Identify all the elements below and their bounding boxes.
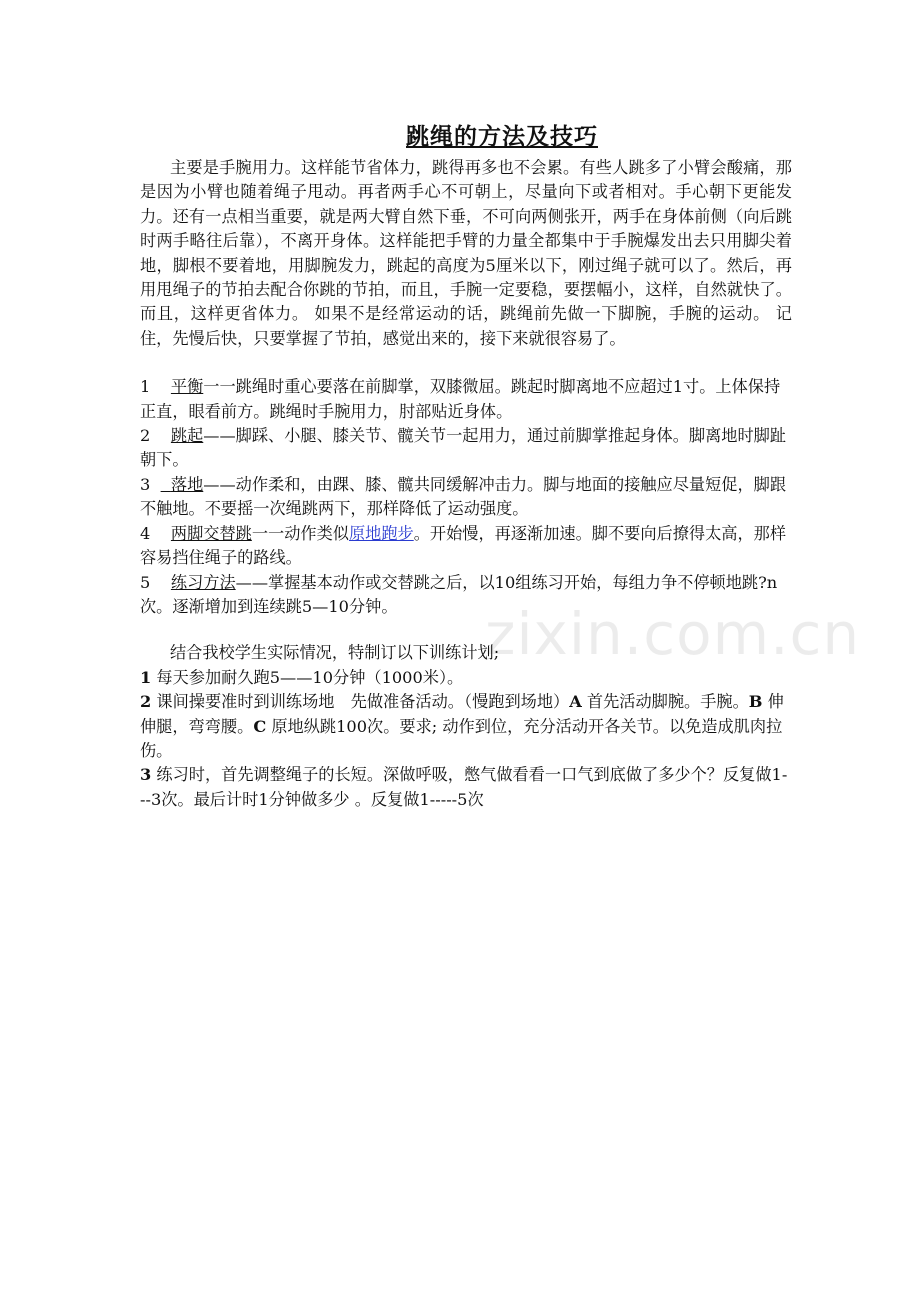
list-item: [140, 375, 792, 424]
plan-text: 首先活动脚腕。手腕。: [586, 692, 749, 712]
plan-item: [140, 690, 792, 763]
item-text: 脚踩、小腿、膝关节、髋关节一起用力，通过前脚掌推起身体。脚离地时脚趾朝下。: [140, 426, 787, 470]
item-number: 5: [140, 572, 151, 592]
item-term: 两脚交替跳: [170, 523, 252, 543]
item-separator: 一一: [251, 523, 285, 543]
plan-text: 练习时，首先调整绳子的长短。深做呼吸，憋气做看看一口气到底做了多少个？反复做1---3次。最后计时1分钟做多少 。反复做1-----5次: [140, 765, 788, 809]
plan-number: 2: [140, 692, 152, 712]
intro-paragraph: 主要是手腕用力。这样能节省体力，跳得再多也不会累。有些人跳多了小臂会酸痛，那是因为小臂也随着绳子甩动。再者两手心不可朝上，尽量向下或者相对。手心朝下更能发力。还有一点相当重要，就是两大臂自然下垂，不可向两侧张开，两手在身体前侧（向后跳时两手略往后靠），不离开身体。这样能把手臂的力量全都集中于手腕爆发出去只用脚尖着地，脚根不要着地，用脚腕发力，跳起的高度为5厘米以下，刚过绳子就可以了。然后，再用甩绳子的节拍去配合你跳的节拍，而且，手腕一定要稳，要摆幅小，这样，自然就快了。 而且，这样更省体力。 如果不是经常运动的话，跳绳前先做一下脚腕，手腕的运动。 记住，先慢后快，只要掌握了节拍，感觉出来的，接下来就很容易了。: [140, 158, 792, 348]
spacer: [140, 619, 792, 641]
step-label-b: B: [748, 692, 763, 712]
item-term: 跳起: [170, 426, 204, 446]
list-item: [140, 571, 792, 620]
running-in-place-link[interactable]: 原地跑步: [348, 523, 414, 543]
document-body: [140, 156, 792, 812]
step-label-a: A: [569, 692, 582, 712]
plan-intro: 结合我校学生实际情况，特制订以下训练计划;: [170, 643, 500, 663]
item-text: 跳绳时重心要落在前脚掌，双膝微屈。跳起时脚离地不应超过1寸。上体保持正直，眼看前方。跳绳时手腕用力，肘部贴近身体。: [140, 377, 781, 421]
item-separator: 一一: [203, 377, 236, 397]
plan-text: 伸伸腿，弯弯腰。: [140, 692, 784, 736]
item-text-before: 动作类似: [284, 523, 349, 543]
item-separator: ——: [235, 572, 269, 592]
plan-item: [140, 763, 792, 812]
plan-text: 原地纵跳100次。要求; 动作到位，充分活动开各关节。以免造成肌肉拉伤。: [140, 716, 783, 760]
item-term: 平衡: [170, 377, 204, 397]
spacer: [140, 351, 792, 375]
plan-text: 课间操要准时到训练场地 先做准备活动。（慢跑到场地）: [156, 692, 570, 712]
item-separator: ——: [203, 474, 236, 494]
list-item: [140, 522, 792, 571]
plan-number: 1: [140, 667, 152, 687]
item-text: 。开始慢，再逐渐加速。脚不要向后撩得太高，那样容易挡住绳子的路线。: [140, 523, 787, 568]
plan-number: 3: [140, 765, 152, 785]
item-separator: ——: [203, 426, 236, 446]
item-number: 3: [140, 474, 151, 494]
list-item: [140, 424, 792, 473]
list-item: [140, 473, 792, 522]
watermark: zixin.com.cn: [485, 600, 861, 668]
item-number: 2: [140, 426, 151, 446]
item-term: 练习方法: [170, 572, 236, 592]
step-label-c: C: [253, 716, 267, 736]
item-text: 掌握基本动作或交替跳之后，以10组练习开始，每组力争不停顿地跳?n次。逐渐增加到连续跳5—10分钟。: [140, 572, 778, 616]
plan-text: 每天参加耐久跑5——10分钟（1000米）。: [156, 667, 464, 687]
page-title: 跳绳的方法及技巧: [406, 123, 598, 150]
item-number: 1: [140, 377, 151, 397]
item-number: 4: [140, 523, 151, 543]
item-text: 动作柔和，由踝、膝、髋共同缓解冲击力。脚与地面的接触应尽量短促，脚跟不触地。不要摇一次绳跳两下，那样降低了运动强度。: [140, 474, 787, 519]
plan-item: [140, 666, 792, 690]
item-term: 落地: [170, 474, 204, 494]
